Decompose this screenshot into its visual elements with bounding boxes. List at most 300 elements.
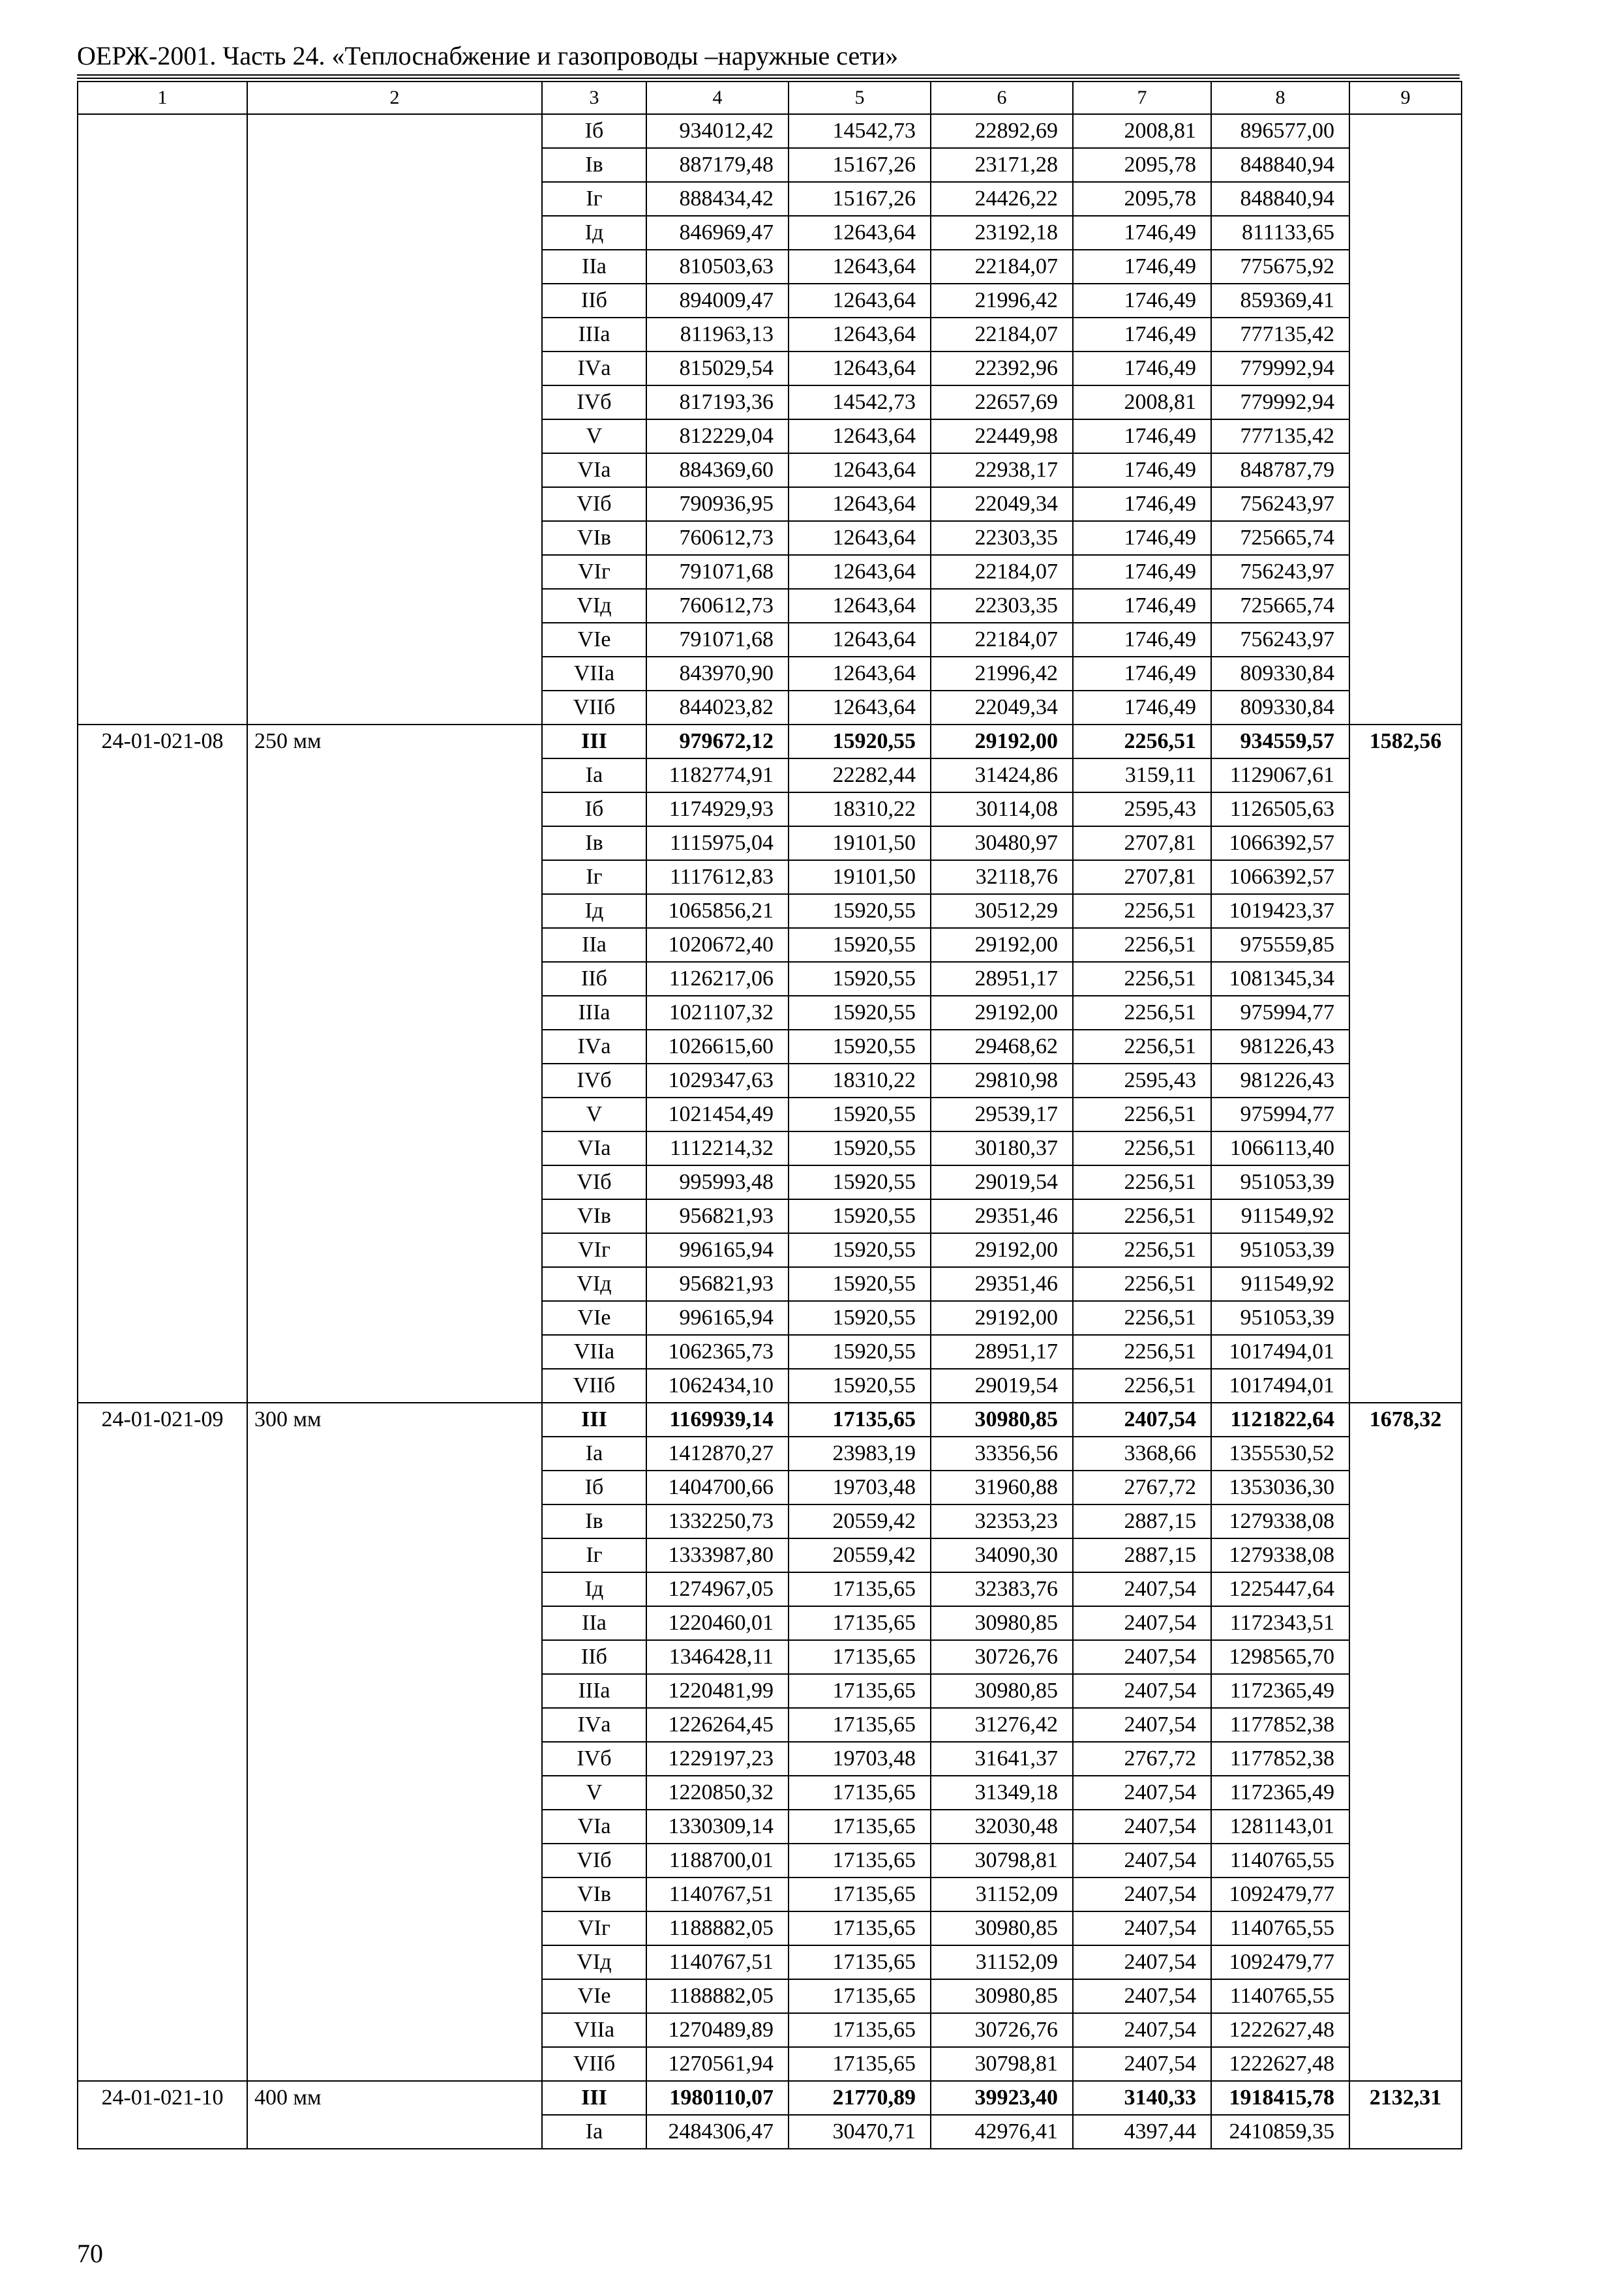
cost-value: 31349,18 <box>931 1776 1073 1810</box>
cost-value: 1062434,10 <box>646 1369 789 1403</box>
cost-value: 22184,07 <box>931 623 1073 657</box>
cost-value: 896577,00 <box>1211 114 1349 148</box>
cost-value: 790936,95 <box>646 487 789 521</box>
cost-value: 30798,81 <box>931 2047 1073 2081</box>
cost-value: 12643,64 <box>789 216 931 250</box>
cost-value: 15920,55 <box>789 1267 931 1301</box>
zone-category: IIб <box>542 962 646 996</box>
cost-value: 31641,37 <box>931 1742 1073 1776</box>
table-row <box>78 2081 1462 2115</box>
cost-value: 30980,85 <box>931 1403 1073 1437</box>
cost-value: 1017494,01 <box>1211 1335 1349 1369</box>
column-number: 3 <box>542 82 646 114</box>
cost-value: 29192,00 <box>931 725 1073 758</box>
cost-value: 2256,51 <box>1073 996 1211 1030</box>
cost-value: 1172365,49 <box>1211 1776 1349 1810</box>
cost-value: 30980,85 <box>931 1979 1073 2013</box>
cost-value: 22184,07 <box>931 318 1073 352</box>
cost-value: 12643,64 <box>789 521 931 555</box>
cost-value: 1066392,57 <box>1211 860 1349 894</box>
cost-value: 1021107,32 <box>646 996 789 1030</box>
cost-value: 3140,33 <box>1073 2081 1211 2115</box>
zone-category: Iд <box>542 1572 646 1606</box>
cost-value: 1140765,55 <box>1211 1911 1349 1945</box>
cost-value: 2256,51 <box>1073 1131 1211 1165</box>
item-code: 24-01-021-10 <box>78 2081 247 2149</box>
cost-value: 817193,36 <box>646 385 789 419</box>
column-number: 4 <box>646 82 789 114</box>
column-number: 2 <box>247 82 542 114</box>
cost-value: 979672,12 <box>646 725 789 758</box>
cost-value: 2407,54 <box>1073 1878 1211 1911</box>
cost-value: 1029347,63 <box>646 1064 789 1098</box>
cost-value: 1140767,51 <box>646 1878 789 1911</box>
zone-category: V <box>542 1776 646 1810</box>
cost-value: 911549,92 <box>1211 1267 1349 1301</box>
cost-value: 951053,39 <box>1211 1233 1349 1267</box>
cost-value: 1026615,60 <box>646 1030 789 1064</box>
column-9-value: 1582,56 <box>1349 725 1462 1403</box>
cost-value: 30726,76 <box>931 2013 1073 2047</box>
cost-value: 2407,54 <box>1073 1979 1211 2013</box>
cost-value: 2407,54 <box>1073 1640 1211 1674</box>
cost-value: 2410859,35 <box>1211 2115 1349 2149</box>
cost-value: 2008,81 <box>1073 114 1211 148</box>
page-header: ОЕРЖ-2001. Часть 24. «Теплоснабжение и газопроводы –наружные сети» <box>77 39 1460 79</box>
cost-value: 1092479,77 <box>1211 1878 1349 1911</box>
cost-value: 17135,65 <box>789 1844 931 1878</box>
cost-value: 21996,42 <box>931 284 1073 318</box>
cost-value: 1188882,05 <box>646 1911 789 1945</box>
cost-value: 760612,73 <box>646 589 789 623</box>
column-number: 7 <box>1073 82 1211 114</box>
cost-value: 791071,68 <box>646 555 789 589</box>
cost-value: 32030,48 <box>931 1810 1073 1844</box>
cost-value: 15920,55 <box>789 1301 931 1335</box>
cost-value: 725665,74 <box>1211 521 1349 555</box>
cost-value: 15920,55 <box>789 1199 931 1233</box>
cost-value: 1140767,51 <box>646 1945 789 1979</box>
zone-category: V <box>542 419 646 453</box>
cost-value: 2256,51 <box>1073 1098 1211 1131</box>
zone-category: Iг <box>542 860 646 894</box>
cost-value: 19703,48 <box>789 1742 931 1776</box>
zone-category: VIIа <box>542 2013 646 2047</box>
zone-category: VIб <box>542 1844 646 1878</box>
cost-value: 2256,51 <box>1073 1369 1211 1403</box>
zone-category: III <box>542 725 646 758</box>
zone-category: VIе <box>542 1301 646 1335</box>
item-code: 24-01-021-08 <box>78 725 247 1403</box>
table-row <box>78 725 1462 758</box>
zone-category: Iа <box>542 1437 646 1471</box>
cost-value: 23171,28 <box>931 148 1073 182</box>
cost-value: 30980,85 <box>931 1606 1073 1640</box>
cost-value: 28951,17 <box>931 962 1073 996</box>
cost-value: 29810,98 <box>931 1064 1073 1098</box>
cost-value: 2407,54 <box>1073 1403 1211 1437</box>
cost-value: 725665,74 <box>1211 589 1349 623</box>
cost-value: 30470,71 <box>789 2115 931 2149</box>
cost-value: 1126217,06 <box>646 962 789 996</box>
cost-value: 2256,51 <box>1073 1165 1211 1199</box>
cost-value: 18310,22 <box>789 792 931 826</box>
cost-value: 22049,34 <box>931 487 1073 521</box>
zone-category: VIб <box>542 487 646 521</box>
cost-value: 777135,42 <box>1211 419 1349 453</box>
zone-category: Iд <box>542 216 646 250</box>
cost-value: 12643,64 <box>789 318 931 352</box>
cost-value: 2595,43 <box>1073 1064 1211 1098</box>
zone-category: Iв <box>542 1504 646 1538</box>
cost-value: 1226264,45 <box>646 1708 789 1742</box>
pipe-diameter: 300 мм <box>247 1403 542 2081</box>
cost-value: 756243,97 <box>1211 555 1349 589</box>
cost-value: 17135,65 <box>789 2013 931 2047</box>
cost-value: 2256,51 <box>1073 962 1211 996</box>
cost-value: 17135,65 <box>789 1572 931 1606</box>
cost-value: 1746,49 <box>1073 657 1211 691</box>
cost-value: 18310,22 <box>789 1064 931 1098</box>
cost-value: 1746,49 <box>1073 453 1211 487</box>
cost-value: 1126505,63 <box>1211 792 1349 826</box>
cost-value: 42976,41 <box>931 2115 1073 2149</box>
cost-value: 2407,54 <box>1073 1911 1211 1945</box>
zone-category: IIIа <box>542 996 646 1030</box>
cost-value: 2407,54 <box>1073 1844 1211 1878</box>
cost-value: 3368,66 <box>1073 1437 1211 1471</box>
cost-value: 1229197,23 <box>646 1742 789 1776</box>
cost-value: 887179,48 <box>646 148 789 182</box>
cost-value: 1112214,32 <box>646 1131 789 1165</box>
cost-value: 12643,64 <box>789 487 931 521</box>
cost-value: 2707,81 <box>1073 860 1211 894</box>
cost-value: 1279338,08 <box>1211 1504 1349 1538</box>
cost-value: 31152,09 <box>931 1945 1073 1979</box>
cost-value: 20559,42 <box>789 1538 931 1572</box>
cost-value: 2707,81 <box>1073 826 1211 860</box>
cost-value: 1140765,55 <box>1211 1844 1349 1878</box>
cost-value: 30114,08 <box>931 792 1073 826</box>
cost-value: 859369,41 <box>1211 284 1349 318</box>
cost-value: 848840,94 <box>1211 148 1349 182</box>
cost-value: 888434,42 <box>646 182 789 216</box>
cost-value: 809330,84 <box>1211 691 1349 725</box>
cost-value: 848787,79 <box>1211 453 1349 487</box>
zone-category: VIв <box>542 521 646 555</box>
cost-value: 812229,04 <box>646 419 789 453</box>
cost-value: 1062365,73 <box>646 1335 789 1369</box>
zone-category: VIIа <box>542 657 646 691</box>
cost-value: 2256,51 <box>1073 1267 1211 1301</box>
cost-value: 1355530,52 <box>1211 1437 1349 1471</box>
cost-value: 23192,18 <box>931 216 1073 250</box>
cost-value: 39923,40 <box>931 2081 1073 2115</box>
zone-category: VIб <box>542 1165 646 1199</box>
cost-value: 2767,72 <box>1073 1742 1211 1776</box>
cost-value: 2407,54 <box>1073 1606 1211 1640</box>
cost-value: 951053,39 <box>1211 1165 1349 1199</box>
cost-value: 1066113,40 <box>1211 1131 1349 1165</box>
cost-value: 1188700,01 <box>646 1844 789 1878</box>
cost-value: 2256,51 <box>1073 928 1211 962</box>
cost-value: 17135,65 <box>789 1810 931 1844</box>
cost-value: 17135,65 <box>789 1403 931 1437</box>
zone-category: VIв <box>542 1878 646 1911</box>
cost-value: 843970,90 <box>646 657 789 691</box>
cost-value: 32118,76 <box>931 860 1073 894</box>
cost-value: 22184,07 <box>931 555 1073 589</box>
cost-value: 12643,64 <box>789 623 931 657</box>
cost-value: 23983,19 <box>789 1437 931 1471</box>
cost-value: 2256,51 <box>1073 1030 1211 1064</box>
zone-category: VIа <box>542 453 646 487</box>
cost-value: 775675,92 <box>1211 250 1349 284</box>
cost-value: 815029,54 <box>646 352 789 385</box>
cost-value: 15920,55 <box>789 1369 931 1403</box>
cost-value: 12643,64 <box>789 250 931 284</box>
cost-value: 22049,34 <box>931 691 1073 725</box>
zone-category: Iг <box>542 1538 646 1572</box>
cost-value: 29539,17 <box>931 1098 1073 1131</box>
cost-value: 809330,84 <box>1211 657 1349 691</box>
cost-value: 779992,94 <box>1211 385 1349 419</box>
cost-value: 1117612,83 <box>646 860 789 894</box>
zone-category: IIIа <box>542 1674 646 1708</box>
cost-value: 17135,65 <box>789 1776 931 1810</box>
cost-value: 1279338,08 <box>1211 1538 1349 1572</box>
cost-value: 1222627,48 <box>1211 2013 1349 2047</box>
cost-value: 15920,55 <box>789 996 931 1030</box>
zone-category: Iв <box>542 826 646 860</box>
cost-value: 779992,94 <box>1211 352 1349 385</box>
cost-value: 29192,00 <box>931 1301 1073 1335</box>
cost-value: 777135,42 <box>1211 318 1349 352</box>
cost-value: 2256,51 <box>1073 725 1211 758</box>
cost-value: 14542,73 <box>789 114 931 148</box>
cost-value: 29192,00 <box>931 1233 1073 1267</box>
cost-value: 2256,51 <box>1073 1335 1211 1369</box>
cost-value: 1188882,05 <box>646 1979 789 2013</box>
cost-value: 1746,49 <box>1073 318 1211 352</box>
cost-value: 30726,76 <box>931 1640 1073 1674</box>
zone-category: VIIа <box>542 1335 646 1369</box>
cost-value: 29351,46 <box>931 1199 1073 1233</box>
cost-value: 1746,49 <box>1073 555 1211 589</box>
cost-value: 2407,54 <box>1073 1708 1211 1742</box>
cost-value: 911549,92 <box>1211 1199 1349 1233</box>
cost-value: 1177852,38 <box>1211 1742 1349 1776</box>
cost-value: 15920,55 <box>789 962 931 996</box>
cost-value: 2407,54 <box>1073 2013 1211 2047</box>
zone-category: VIг <box>542 1233 646 1267</box>
cost-value: 956821,93 <box>646 1267 789 1301</box>
cost-value: 1346428,11 <box>646 1640 789 1674</box>
zone-category: IVа <box>542 1708 646 1742</box>
cost-value: 12643,64 <box>789 555 931 589</box>
cost-value: 846969,47 <box>646 216 789 250</box>
zone-category: Iа <box>542 2115 646 2149</box>
zone-category: Iв <box>542 148 646 182</box>
cost-value: 2767,72 <box>1073 1471 1211 1504</box>
cost-value: 22938,17 <box>931 453 1073 487</box>
cost-value: 811963,13 <box>646 318 789 352</box>
zone-category: VIг <box>542 555 646 589</box>
cost-value: 1333987,80 <box>646 1538 789 1572</box>
cost-value: 12643,64 <box>789 352 931 385</box>
cost-value: 1225447,64 <box>1211 1572 1349 1606</box>
cost-value: 1353036,30 <box>1211 1471 1349 1504</box>
pipe-diameter: 250 мм <box>247 725 542 1403</box>
cost-value: 24426,22 <box>931 182 1073 216</box>
cost-value: 2256,51 <box>1073 1199 1211 1233</box>
cost-value: 19703,48 <box>789 1471 931 1504</box>
cost-value: 17135,65 <box>789 1674 931 1708</box>
cost-value: 32353,23 <box>931 1504 1073 1538</box>
cost-value: 884369,60 <box>646 453 789 487</box>
cost-value: 934559,57 <box>1211 725 1349 758</box>
zone-category: IVа <box>542 1030 646 1064</box>
cost-value: 12643,64 <box>789 419 931 453</box>
cost-value: 15920,55 <box>789 1131 931 1165</box>
cost-value: 31276,42 <box>931 1708 1073 1742</box>
cost-value: 29351,46 <box>931 1267 1073 1301</box>
cost-value: 975559,85 <box>1211 928 1349 962</box>
zone-category: IIа <box>542 1606 646 1640</box>
zone-category: IIа <box>542 928 646 962</box>
cost-value: 17135,65 <box>789 1911 931 1945</box>
zone-category: Iд <box>542 894 646 928</box>
cost-value: 1174929,93 <box>646 792 789 826</box>
column-number: 8 <box>1211 82 1349 114</box>
cost-value: 1298565,70 <box>1211 1640 1349 1674</box>
cost-value: 31152,09 <box>931 1878 1073 1911</box>
cost-value: 19101,50 <box>789 860 931 894</box>
cost-value: 2095,78 <box>1073 182 1211 216</box>
cost-value: 12643,64 <box>789 284 931 318</box>
cost-value: 1918415,78 <box>1211 2081 1349 2115</box>
zone-category: Iг <box>542 182 646 216</box>
cost-value: 1021454,49 <box>646 1098 789 1131</box>
cost-value: 14542,73 <box>789 385 931 419</box>
cost-value: 1169939,14 <box>646 1403 789 1437</box>
zone-category: III <box>542 1403 646 1437</box>
cost-value: 756243,97 <box>1211 487 1349 521</box>
cost-value: 2407,54 <box>1073 2047 1211 2081</box>
zone-category: III <box>542 2081 646 2115</box>
cost-value: 22282,44 <box>789 758 931 792</box>
cost-value: 15920,55 <box>789 1233 931 1267</box>
price-table <box>77 81 1462 2149</box>
cost-value: 32383,76 <box>931 1572 1073 1606</box>
cost-value: 3159,11 <box>1073 758 1211 792</box>
cost-value: 2095,78 <box>1073 148 1211 182</box>
cost-value: 1746,49 <box>1073 216 1211 250</box>
cost-value: 30980,85 <box>931 1674 1073 1708</box>
pipe-diameter: 400 мм <box>247 2081 542 2149</box>
zone-category: VIг <box>542 1911 646 1945</box>
column-9-value <box>1349 114 1462 725</box>
zone-category: VIIб <box>542 2047 646 2081</box>
cost-value: 981226,43 <box>1211 1064 1349 1098</box>
cost-value: 4397,44 <box>1073 2115 1211 2149</box>
cost-value: 15920,55 <box>789 928 931 962</box>
cost-value: 1404700,66 <box>646 1471 789 1504</box>
cost-value: 15920,55 <box>789 1335 931 1369</box>
cost-value: 22392,96 <box>931 352 1073 385</box>
cost-value: 956821,93 <box>646 1199 789 1233</box>
zone-category: Iб <box>542 1471 646 1504</box>
cost-value: 1121822,64 <box>1211 1403 1349 1437</box>
cost-value: 2407,54 <box>1073 1810 1211 1844</box>
cost-value: 17135,65 <box>789 1606 931 1640</box>
zone-category: VIIб <box>542 1369 646 1403</box>
cost-value: 1270489,89 <box>646 2013 789 2047</box>
pipe-diameter <box>247 114 542 725</box>
cost-value: 15920,55 <box>789 725 931 758</box>
cost-value: 1281143,01 <box>1211 1810 1349 1844</box>
cost-value: 1746,49 <box>1073 487 1211 521</box>
cost-value: 15167,26 <box>789 182 931 216</box>
cost-value: 20559,42 <box>789 1504 931 1538</box>
cost-value: 1746,49 <box>1073 419 1211 453</box>
cost-value: 15167,26 <box>789 148 931 182</box>
column-number: 6 <box>931 82 1073 114</box>
cost-value: 31424,86 <box>931 758 1073 792</box>
cost-value: 1020672,40 <box>646 928 789 962</box>
zone-category: VIе <box>542 623 646 657</box>
cost-value: 22657,69 <box>931 385 1073 419</box>
cost-value: 756243,97 <box>1211 623 1349 657</box>
cost-value: 1412870,27 <box>646 1437 789 1471</box>
cost-value: 30798,81 <box>931 1844 1073 1878</box>
page-number: 70 <box>77 2239 103 2268</box>
column-9-value: 1678,32 <box>1349 1403 1462 2081</box>
table-row <box>78 1403 1462 1437</box>
zone-category: VIе <box>542 1979 646 2013</box>
column-number: 9 <box>1349 82 1462 114</box>
cost-value: 996165,94 <box>646 1233 789 1267</box>
cost-value: 15920,55 <box>789 1030 931 1064</box>
cost-value: 951053,39 <box>1211 1301 1349 1335</box>
cost-value: 2887,15 <box>1073 1538 1211 1572</box>
zone-category: IVб <box>542 385 646 419</box>
cost-value: 2407,54 <box>1073 1776 1211 1810</box>
cost-value: 934012,42 <box>646 114 789 148</box>
zone-category: IVа <box>542 352 646 385</box>
zone-category: Iа <box>542 758 646 792</box>
cost-value: 2887,15 <box>1073 1504 1211 1538</box>
cost-value: 1746,49 <box>1073 623 1211 657</box>
cost-value: 1980110,07 <box>646 2081 789 2115</box>
cost-value: 21996,42 <box>931 657 1073 691</box>
cost-value: 1220481,99 <box>646 1674 789 1708</box>
zone-category: Iб <box>542 114 646 148</box>
column-9-value: 2132,31 <box>1349 2081 1462 2149</box>
cost-value: 1172365,49 <box>1211 1674 1349 1708</box>
cost-value: 17135,65 <box>789 2047 931 2081</box>
cost-value: 1332250,73 <box>646 1504 789 1538</box>
cost-value: 31960,88 <box>931 1471 1073 1504</box>
zone-category: VIа <box>542 1131 646 1165</box>
cost-value: 894009,47 <box>646 284 789 318</box>
zone-category: IIб <box>542 1640 646 1674</box>
zone-category: VIд <box>542 1267 646 1301</box>
cost-value: 12643,64 <box>789 589 931 623</box>
cost-value: 12643,64 <box>789 453 931 487</box>
cost-value: 1177852,38 <box>1211 1708 1349 1742</box>
cost-value: 17135,65 <box>789 1945 931 1979</box>
